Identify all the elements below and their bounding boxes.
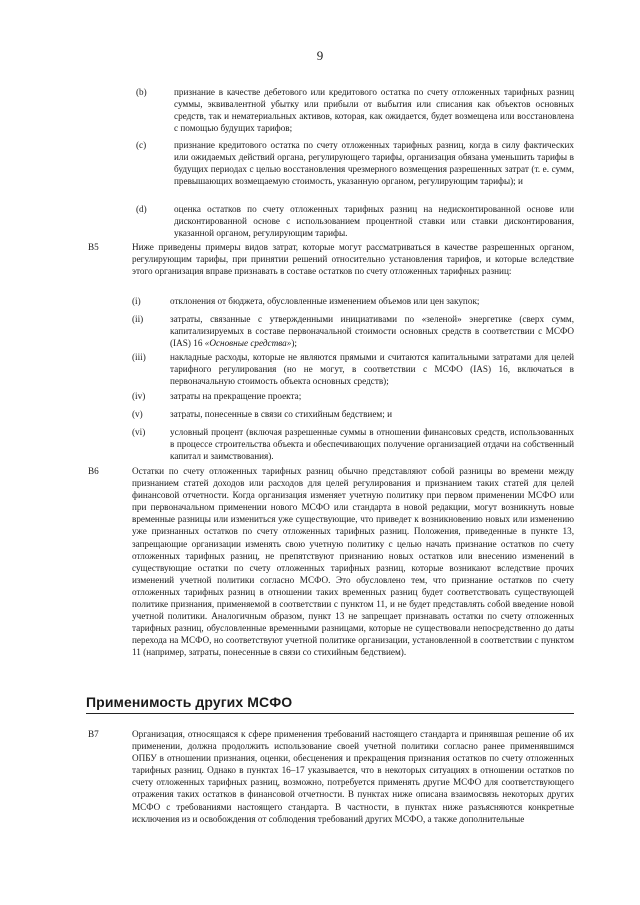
list-item-vi [132,426,574,462]
paragraph-b6 [88,465,574,659]
list-item-text: отклонения от бюджета, обусловленные изменением объемов или цен закупок; [170,296,480,306]
list-item-text: признание в качестве дебетового или кредитового остатка по счету отложенных тарифных разниц суммы, эквивалентной убытку или прибыли от выбытия или списания как объектов основных средств, так и нематериальных активов, которая, как ожидается, будет возмещена или восстановлена с помощью будущих тарифов; [174,87,574,134]
list-item-text: затраты, понесенные в связи со стихийным бедствием; и [170,409,392,419]
paragraph-text: Остатки по счету отложенных тарифных разниц обычно представляют собой разницы во времени между признанием статей доходов или расходов для целей регулирования и признанием таких статей для целей финансовой отчетности. Когда организация изменяет учетную политику при первом применении МСФО или при первоначальном применении нового МСФО или стандарта в новой редакции, могут возникнуть новые временные разницы или измениться уже существующие, что приведет к возникновению новых или изменению уже признанных остатков по счету отложенных тарифных разниц. Положения, приведенные в пункте 13, запрещающие организации изменять свою учетную политику с целью начать признание остатков по счету отложенных тарифных разниц, не препятствуют признанию новых остатков или внесению изменений в существующие остатки по счету отложенных тарифных разниц, которые возникают вследствие прочих изменений учетной политики согласно МСФО. Это обусловлено тем, что признание остатков по счету отложенных тарифных разниц в отношении таких временных разниц будет соответствовать существующей политике признания, применяемой в соответствии с пунктом 11, и не будет представлять собой введение новой учетной политики. Аналогичным образом, пункт 13 не запрещает признавать остатки по счету отложенных тарифных разниц, обусловленные временными разницами, которые не существовали непосредственно до даты перехода на МСФО, но соответствуют учетной политике организации, установленной в соответствии с пунктом 11 (например, затраты, понесенные в связи со стихийным бедствием). [132,466,574,658]
list-marker: (ii) [132,314,144,324]
standard-title-italic: «Основные средства» [204,338,292,349]
list-marker: (b) [136,87,147,97]
list-item-iv [132,390,574,402]
list-item-text: условный процент (включая разрешенные суммы в отношении финансовых средств, использованных в процессе строительства объекта и обеспечивающих получение организацией отдачи на собственный капитал и заимствования). [170,427,574,462]
list-item-text [170,313,574,349]
paragraph-number: B6 [88,466,99,476]
list-item-text-tail: ); [291,338,297,349]
list-item-text: затраты на прекращение проекта; [170,391,302,401]
page-number: 9 [316,48,324,63]
list-marker: (iii) [132,352,146,362]
section-heading: Применимость других МСФО [86,694,574,714]
list-item-text: признание кредитового остатка по счету отложенных тарифных разниц, когда в силу фактических или ожидаемых действий органа, регулирующего тарифы, организация обязана уменьшить тарифы в будущих периодах с целью восстановления чрезмерного возмещения разрешенных затрат (т. е. сумм, превышающих возмещаемую стоимость, указанную органом, регулирующим тарифы); и [174,140,574,187]
list-item-v [132,408,574,420]
list-item-i [132,295,574,307]
list-item-ii [132,313,574,349]
list-item-text-main: затраты, связанные с утвержденными инициативами по «зеленой» энергетике (сверх сумм, капитализируемых в составе первоначальной стоимости основных средств в соответствии с МСФО (IAS) 16 [170,314,574,349]
paragraph-text: Ниже приведены примеры видов затрат, которые могут рассматриваться в качестве разрешенных органом, регулирующим тарифы, при принятии решений относительно установления тарифов, и которые вследствие этого организация вправе признавать в составе остатков по счету отложенных тарифных разниц: [132,242,574,277]
list-item-b [136,86,574,134]
list-marker: (c) [136,140,147,150]
list-marker: (iv) [132,391,146,401]
list-item-iii [132,351,574,387]
paragraph-number: B5 [88,242,99,252]
list-item-text: накладные расходы, которые не являются прямыми и считаются капитальными затратами для целей тарифного регулирования (но не могут, в соответствии с МСФО (IAS) 16, включаться в первоначальную стоимость объекта основных средств); [170,352,574,387]
paragraph-number: B7 [88,729,99,739]
list-item-text: оценка остатков по счету отложенных тарифных разниц на недисконтированной основе или дисконтированной основе с использованием процентной ставки или ставки дисконтирования, указанной органом, регулирующим тарифы. [174,204,574,239]
list-marker: (v) [132,409,143,419]
list-marker: (d) [136,204,147,214]
paragraph-text: Организация, относящаяся к сфере применения требований настоящего стандарта и принявшая решение об их применении, должна продолжить использование своей учетной политики согласно ранее применявшимся ОПБУ в отношении признания, оценки, обесценения и прекращения признания остатков по счету отложенных тарифных разниц. Однако в пунктах 16–17 указывается, что в некоторых ситуациях в отношении остатков по счету отложенных тарифных разниц, возможно, потребуется применять другие МСФО для соответствующего отражения таких остатков в финансовой отчетности. В пунктах ниже описана взаимосвязь некоторых других МСФО с требованиями настоящего стандарта. В частности, в пунктах ниже разъясняются конкретные исключения из и освобождения от соблюдения требований других МСФО, а также дополнительные [132,729,574,824]
paragraph-b7 [88,728,574,825]
paragraph-b5 [88,241,574,277]
list-marker: (i) [132,296,141,306]
list-item-d [136,203,574,239]
list-item-c [136,139,574,187]
list-marker: (vi) [132,427,146,437]
